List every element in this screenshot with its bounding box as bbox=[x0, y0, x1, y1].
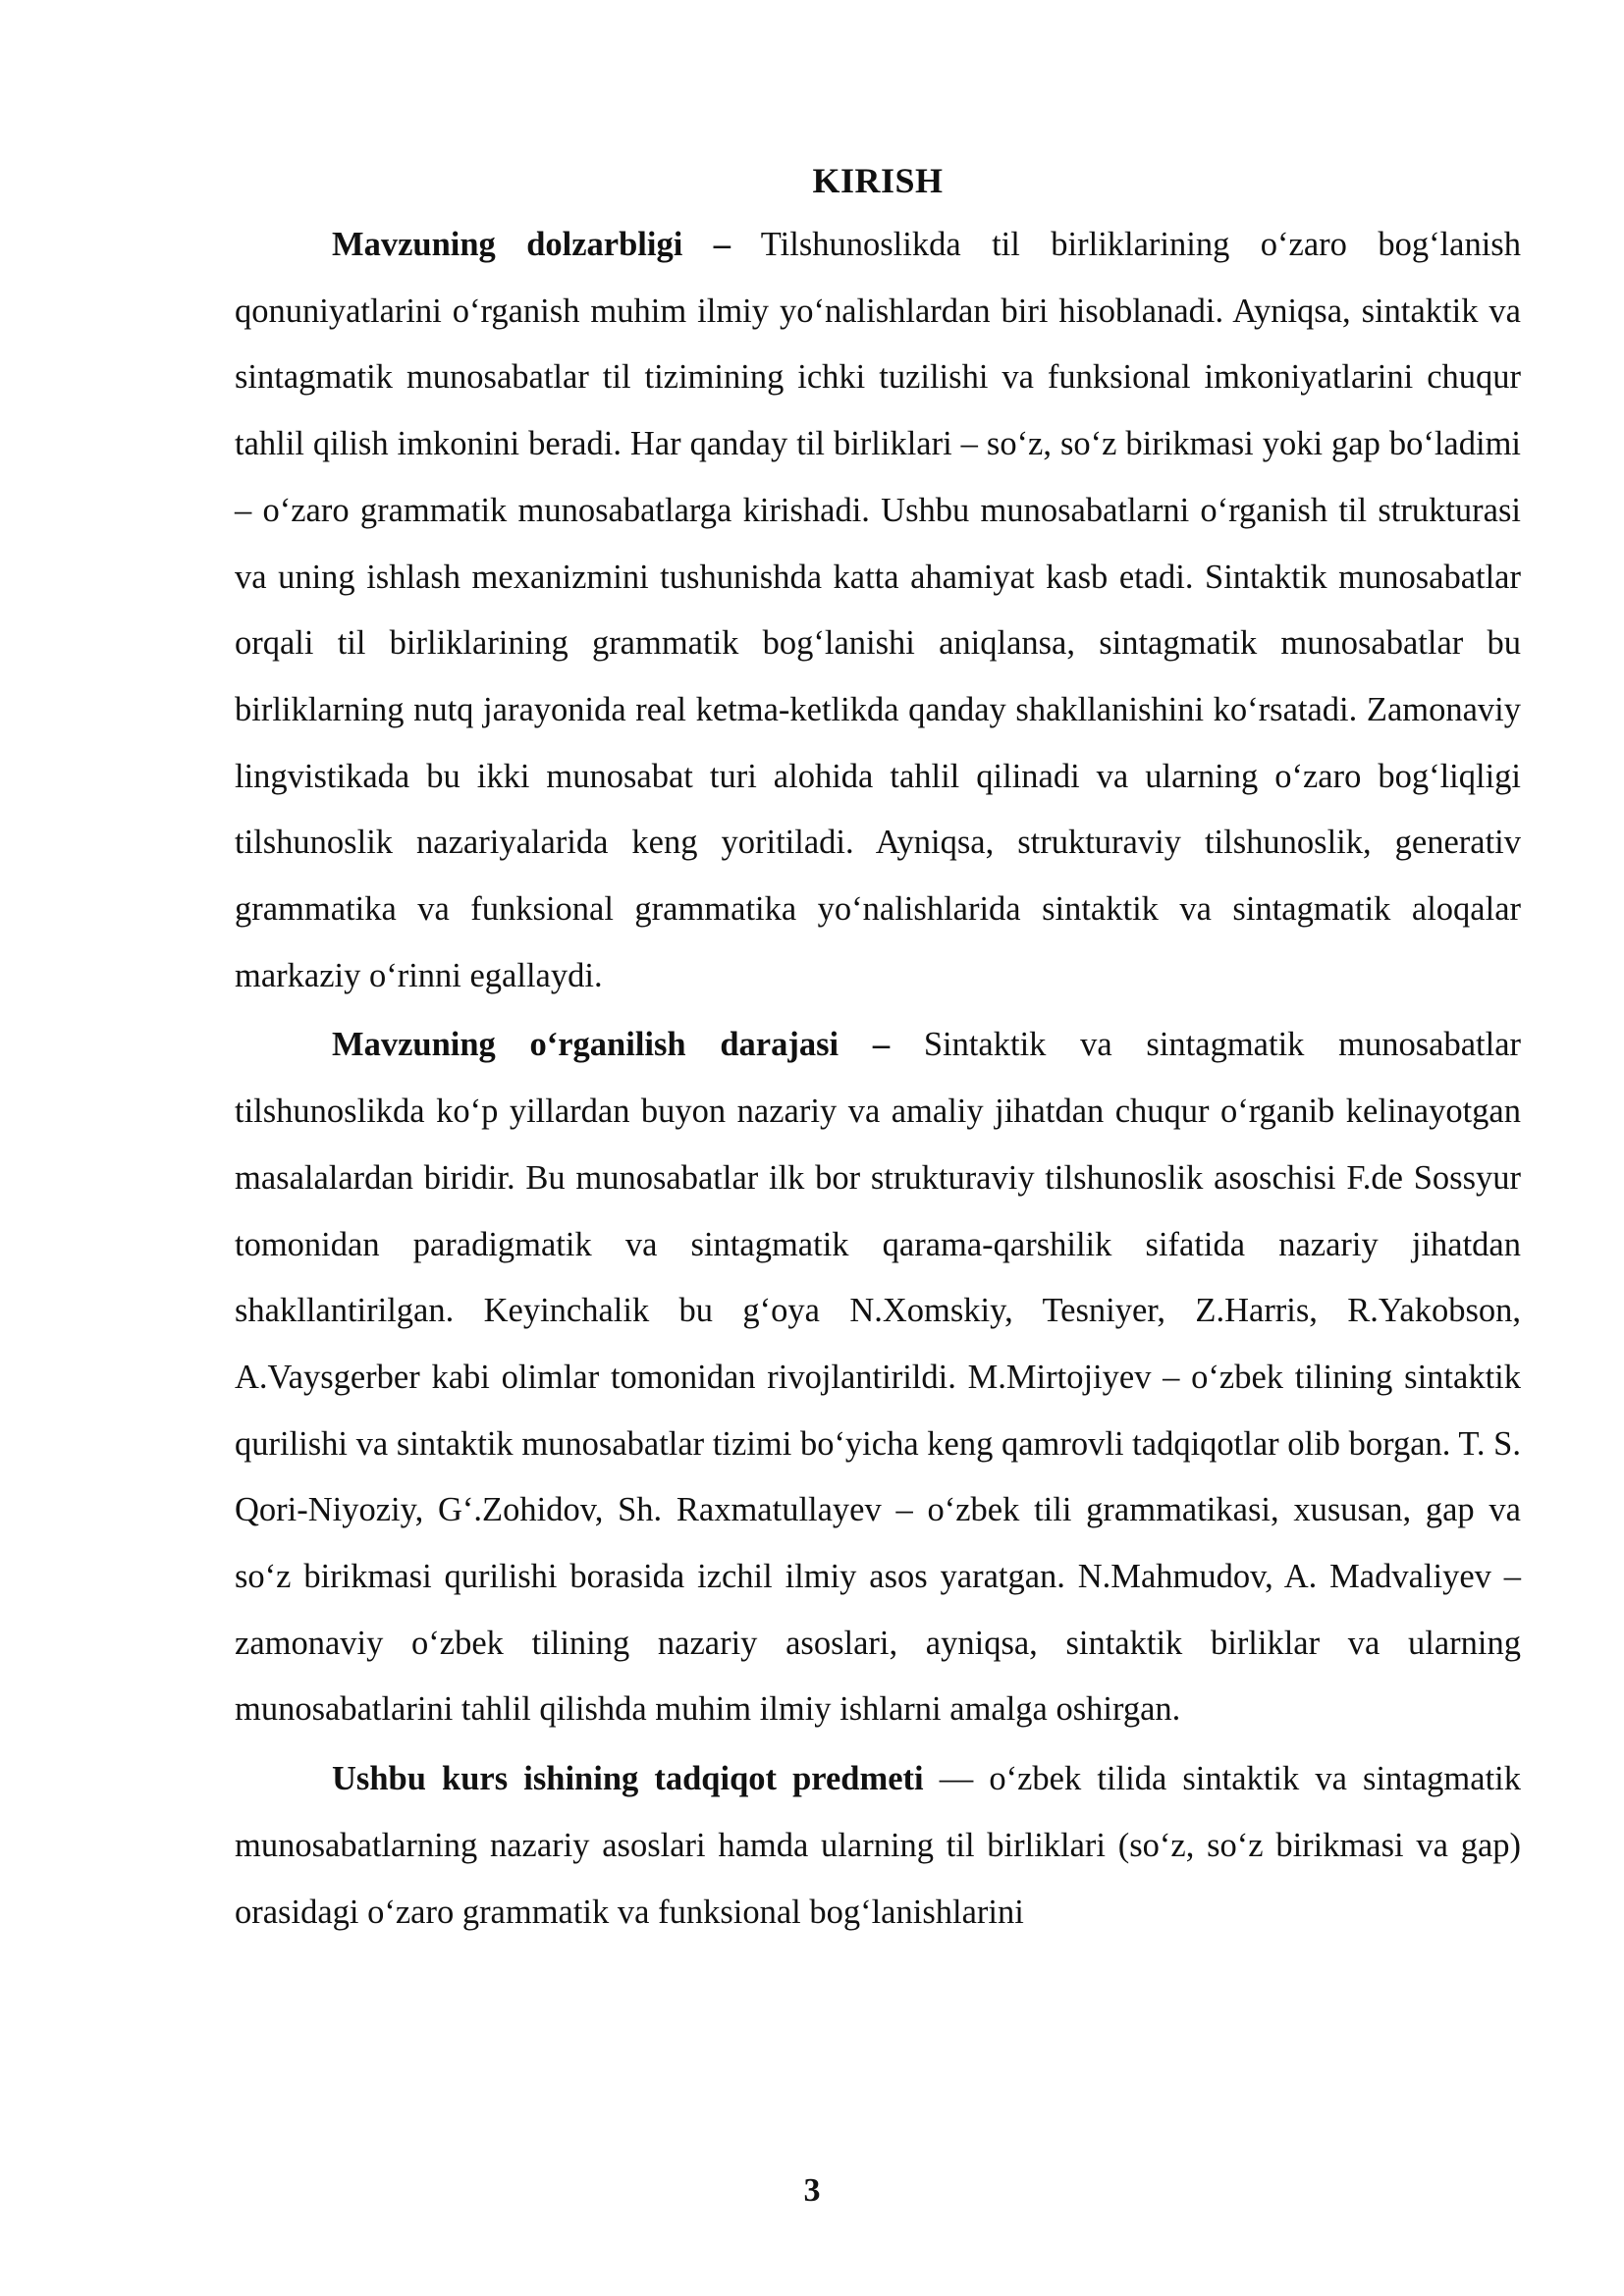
paragraph-study-level bbox=[235, 1012, 1521, 1743]
paragraph-relevance bbox=[235, 212, 1521, 1009]
paragraph-research-subject bbox=[235, 1746, 1521, 1946]
paragraph-body: Tilshunoslikda til birliklarining o‘zaro bog‘lanish qonuniyatlarini o‘rganish muhim ilmiy yo‘nalishlardan biri hisoblanadi. Ayniqsa, sintaktik va sintagmatik munosabatlar til tizimining ichki tuzilishi va funksional imkoniyatlarini chuqur tahlil qilish imkonini beradi. Har qanday til birliklari – so‘z, so‘z birikmasi yoki gap bo‘ladimi – o‘zaro grammatik munosabatlarga kirishadi. Ushbu munosabatlarni o‘rganish til strukturasi va uning ishlash mexanizmini tushunishda katta ahamiyat kasb etadi. Sintaktik munosabatlar orqali til birliklarining grammatik bog‘lanishi aniqlansa, sintagmatik munosabatlar bu birliklarning nutq jarayonida real ketma-ketlikda qanday shakllanishini ko‘rsatadi. Zamonaviy lingvistikada bu ikki munosabat turi alohida tahlil qilinadi va ularning o‘zaro bog‘liqligi tilshunoslik nazariyalarida keng yoritiladi. Ayniqsa, strukturaviy tilshunoslik, generativ grammatika va funksional grammatika yo‘nalishlarida sintaktik va sintagmatik aloqalar markaziy o‘rinni egallaydi. bbox=[235, 226, 1521, 994]
paragraph-body: Sintaktik va sintagmatik munosabatlar tilshunoslikda ko‘p yillardan buyon nazariy va amaliy jihatdan chuqur o‘rganib kelinayotgan masalalardan biridir. Bu munosabatlar ilk bor strukturaviy tilshunoslik asoschisi F.de Sossyur tomonidan paradigmatik va sintagmatik qarama-qarshilik sifatida nazariy jihatdan shakllantirilgan. Keyinchalik bu g‘oya N.Xomskiy, Tesniyer, Z.Harris, R.Yakobson, A.Vaysgerber kabi olimlar tomonidan rivojlantirildi. M.Mirtojiyev – o‘zbek tilining sintaktik qurilishi va sintaktik munosabatlar tizimi bo‘yicha keng qamrovli tadqiqotlar olib borgan. T. S. Qori-Niyoziy, G‘.Zohidov, Sh. Raxmatullayev – o‘zbek tili grammatikasi, xususan, gap va so‘z birikmasi qurilishi borasida izchil ilmiy asos yaratgan. N.Mahmudov, A. Madvaliyev – zamonaviy o‘zbek tilining nazariy asoslari, ayniqsa, sintaktik birliklar va ularning munosabatlarini tahlil qilishda muhim ilmiy ishlarni amalga oshirgan. bbox=[235, 1026, 1521, 1729]
paragraph-lead: Ushbu kurs ishining tadqiqot predmeti bbox=[332, 1760, 924, 1798]
paragraph-body: — o‘zbek tilida sintaktik va sintagmatik munosabatlarning nazariy asoslari hamda ularning til birliklari (so‘z, so‘z birikmasi va gap) orasidagi o‘zaro grammatik va funksional bog‘lanishlarini bbox=[235, 1760, 1521, 1931]
page-content bbox=[235, 149, 1521, 1949]
page-title: KIRISH bbox=[812, 161, 944, 200]
page-number: 3 bbox=[803, 2172, 821, 2209]
paragraph-lead: Mavzuning o‘rganilish darajasi – bbox=[332, 1026, 891, 1064]
paragraph-lead: Mavzuning dolzarbligi – bbox=[332, 226, 731, 263]
